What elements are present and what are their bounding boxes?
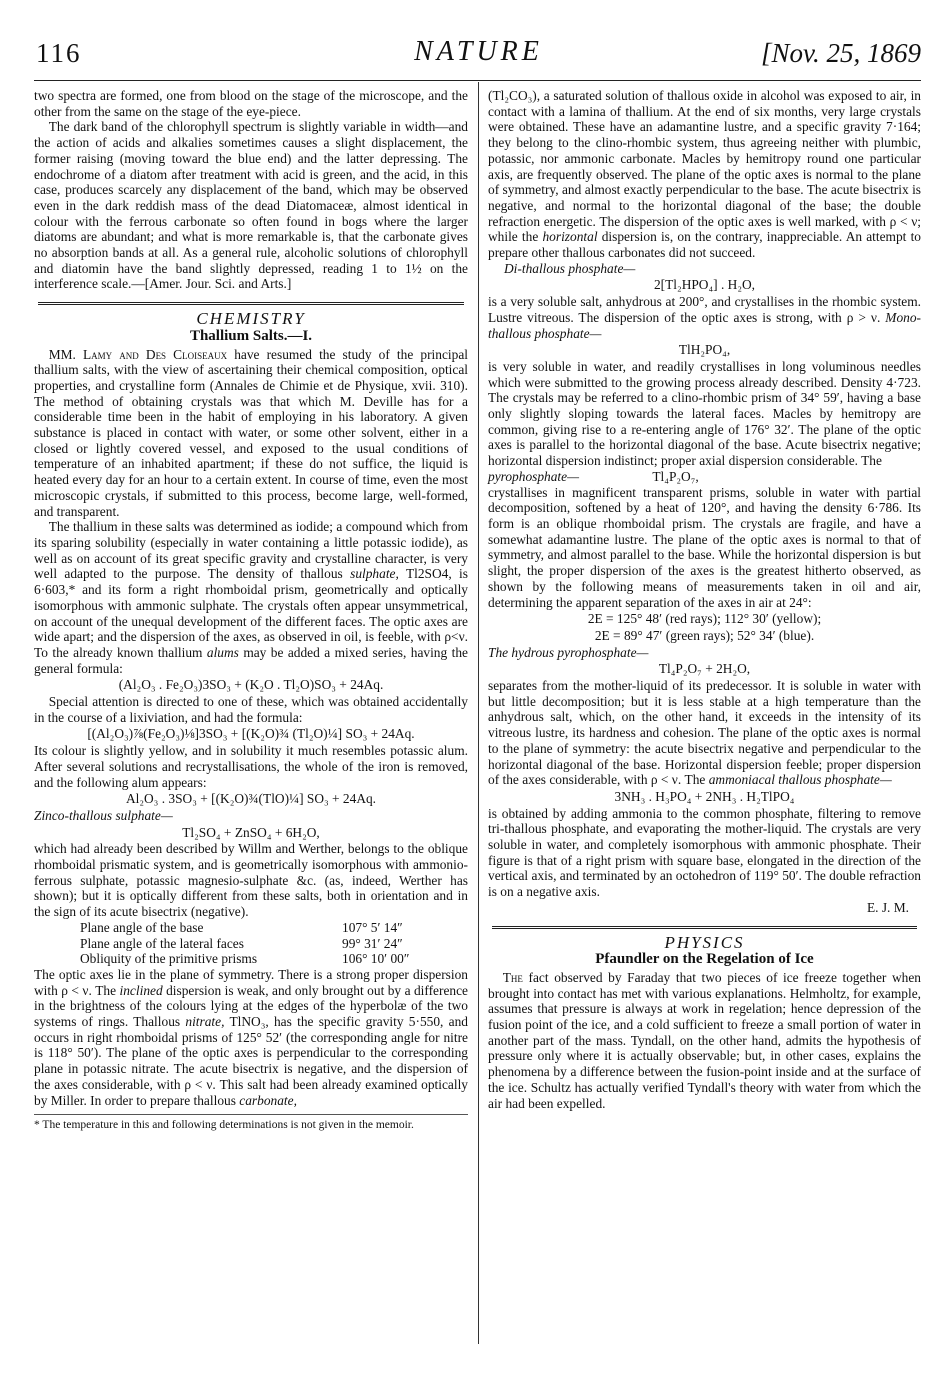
section-divider [38, 302, 464, 305]
paragraph: is obtained by adding ammonia to the common phosphate, filtering to remove tri-thallous phosphate, and evaporating the mother-liquid. The crystals are very soluble in water, and completely isomorphous with ammonic phosphate. Their figure is that of a right prism with square base, elongated in the direction of the vertical axis, and terminated by an octohedron of 119° 50′. The double refraction is on a negative axis. [488, 805, 921, 900]
formula: Tl₄P₂O₇, [652, 468, 699, 484]
paragraph: which had already been described by Willm and Werther, belongs to the oblique rhomboidal prismatic system, and is geometrically isomorphous with ammonio-ferrous sulphate, potassic magnesio-sulphate &c. (as, indeed, Werther has shown); but it is optically different from these salts, both in orientation and in the sign of its acute bisectrix (negative). [34, 841, 468, 920]
formula: Tl₄P₂O₇ + 2H₂O, [658, 661, 751, 677]
column-divider [478, 82, 479, 1344]
regelation-paragraph: The fact observed by Faraday that two pieces of ice freeze together when brought into contact has met with various explanations. Helmholtz, for example, assumes that pressure is always at work in regelation; hence depression of the fusion point of the ice, and a cold sufficient to freeze a small portion of water in another part of the mass. Tyndall, on the other hand, admits the hypothesis of pressure only where it is actually observable; but, in other cases, explains the phenomena by a difference between the fusion-point inside and at the surface of the ice. Schultz has actually verified Tyndall's theory with water from which the air had been expelled. [488, 969, 921, 1111]
article-title: Thallium Salts.—I. [189, 327, 313, 344]
paragraph: The optic axes lie in the plane of symmetry. There is a strong proper dispersion with ρ < ν. The inclined dispersion is weak, and only brought out by a difference in the brightness of the colours lying at the edges of the hyperbolæ of the two systems of rings. Thallous nitrate, TlNO₃, has the specific gravity 5·550, and occurs in right rhomboidal prisms of 125° 52′ (the corresponding angle for nitre is 118° 50′). The plane of the optic axes is perpendicular to the corresponding plane in potassic nitrate. The acute bisectrix is negative, and the dispersion of the axes considerable, with ρ < ν. This salt had been already examined optically by Miller. In order to prepare thallous carbonate, [34, 966, 468, 1108]
formula: (Al₂O₃ . Fe₂O₃)3SO₃ + (K₂O . Tl₂O)SO₃ + 24Aq. [118, 677, 384, 693]
formula: 2E = 89° 47′ (green rays); 52° 34′ (blue). [594, 627, 815, 643]
article-title: Pfaundler on the Regelation of Ice [595, 951, 814, 968]
formula: [(Al₂O₃)⅞(Fe₂O₃)⅛]3SO₃ + [(K₂O)¾ (Tl₂O)¼] SO₃ + 24Aq. [87, 726, 415, 742]
formula: 2[Tl₂HPO₄] . H₂O, [653, 277, 756, 293]
formula: Al₂O₃ . 3SO₃ + [(K₂O)¾(TlO)¼] SO₃ + 24Aq. [125, 791, 377, 807]
authors: MM. Lamy and Des Cloiseaux [48, 346, 228, 362]
angle-value: 106° 10′ 00″ [342, 951, 410, 967]
compound-label: Di-thallous phosphate— [504, 260, 636, 276]
left-column [34, 88, 468, 1132]
header-rule [34, 80, 921, 81]
paragraph: is very soluble in water, and readily crystallises in long voluminous needles which were submitted to the growing process already described. Density 4·723. The crystals may be referred to a clino-rhombic prism of 34° 59′, having a base only slightly sloping towards the lateral faces. Macles by hemitropy are common, giving rise to a re-entering angle of 176° 32′. The plane of the optic axes is parallel to the horizontal diagonal of the base. Acute bisectrix negative; horizontal dispersion indistinct; proper axial dispersion considerable. The [488, 358, 921, 469]
right-column [488, 88, 921, 1111]
page-header [36, 34, 921, 74]
formula: TlH₂PO₄, [678, 342, 731, 358]
compound-label: pyrophosphate— Tl₄P₂O₇, [488, 468, 699, 484]
compound-label: The hydrous pyrophosphate— [488, 644, 649, 660]
formula: 3NH₃ . H₃PO₄ + 2NH₃ . H₂TlPO₄ [614, 788, 795, 804]
angle-table [34, 920, 468, 967]
paragraph: Special attention is directed to one of these, which was obtained accidentally in the course of a lixiviation, and had the formula: [34, 694, 468, 725]
chlorophyll-paragraph: The dark band of the chlorophyll spectrum is slightly variable in width—and the action of acids and alkalies sometimes causes a slight displacement, the former raising (moving toward the blue end) and the latter depressing. The endochrome of a diatom after treatment with acid is green, and the acid, in this case, produces scarcely any displacement of the band, which may be observed even in the dark reddish mass of the dead Diatomaceæ, almost identical in colour with the ferrous carbonate so often found in bogs where the larger diatoms are abundant; and what is more remarkable is, that the carbonate gives no absorption bands at all. As a general rule, alcoholic solutions of chlorophyll and diatomin have the band slightly depressed, reading 1 to 1½ on the interference scale.—[Amer. Jour. Sci. and Arts.] [34, 119, 468, 292]
continued-paragraph: two spectra are formed, one from blood on the stage of the microscope, and the other from the same on the stage of the eye-piece. [34, 88, 468, 119]
formula: 2E = 125° 48′ (red rays); 112° 30′ (yellow); [587, 611, 822, 627]
paragraph: Its colour is slightly yellow, and in solubility it much resembles potassic alum. After several solutions and recrystallisations, the whole of the iron is removed, and the following alum appears: [34, 743, 468, 790]
issue-date: [Nov. 25, 1869 [761, 38, 921, 68]
journal-title: NATURE [414, 36, 543, 67]
iodide-paragraph: The thallium in these salts was determined as iodide; a compound which from its sparing solubility (especially in water containing a little potassic iodide), as well as on account of its great specific gravity and crystalline character, is very well adapted to the purpose. The density of thallous sulphate, Tl2SO4, is 6·603,* and its form a right rhomboidal prism, geometrically and optically isomorphous with ammonic sulphate. The crystals often appear unsymmetrical, on account of the unequal development of the different faces. The optic axes are wide apart; and the dispersion of the axes, as observed in oil, is feeble, with ρ<ν. To the already known thallium alums may be added a mixed series, having the general formula: [34, 519, 468, 676]
chemistry-section-title: CHEMISTRY [196, 309, 306, 329]
angle-value: 107° 5′ 14″ [342, 919, 403, 935]
page-number: 116 [36, 38, 82, 68]
paragraph: separates from the mother-liquid of its predecessor. It is soluble in water with but little decomposition; but it is less stable at a high temperature than the anhydrous salt, which, on the other hand, it exceeds in the intensity of its vitreous lustre, its hardness and cohesion. The plane of the optic axes is normal to the plane of symmetry: the acute bisectrix negative and perpendicular to the horizontal diagonal of the base. Horizontal dispersion feeble; proper dispersion of the axes considerable, with ρ < ν. The ammoniacal thallous phosphate— [488, 678, 921, 788]
intro-paragraph: MM. Lamy and Des Cloiseaux have resumed the study of the principal thallium salts, with the view of ascertaining their chemical composition, optical properties, and crystalline form (Annales de Chimie et de Physique, xvii. 310). The method of obtaining crystals was that which M. Deville has for a considerable time been in the habit of employing in his laboratory. A given substance is placed in contact with water, or some other solvent, either in a closed or lightly covered vessel, and exposed to the usual conditions of temperature of an inhabited apartment; if these do not suffice, the liquid is heated every day for an hour to a certain extent. In course of time, even the most microscopic crystals, if submitted to this process, become large, well-formed, and transparent. [34, 346, 468, 519]
paragraph: (Tl₂CO₃), a saturated solution of thallous oxide in alcohol was exposed to air, in contact with a lamina of thallium. At the end of six months, very large crystals were obtained. These have an adamantine lustre, and a specific gravity 7·164; they belong to the clino-rhombic system, thus agreeing neither with plumbic, potassic, nor ammonic carbonate. Macles by hemitropy round one particular axis, are frequently observed. The plane of the optic axes is normal to the plane of symmetry, and almost exactly perpendicular to the base. The acute bisectrix is negative, and normal to the horizontal diagonal of the base; the double refraction energetic. The dispersion of the optic axes is well marked, with ρ < ν; while the horizontal dispersion is, on the contrary, inappreciable. An attempt to prepare other thallous carbonates did not succeed. [488, 88, 921, 261]
angle-label: Plane angle of the base [80, 919, 204, 935]
angle-value: 99° 31′ 24″ [342, 935, 403, 951]
angle-label: Plane angle of the lateral faces [80, 935, 244, 951]
paragraph: is a very soluble salt, anhydrous at 200°, and crystallises in the rhombic system. Lustre vitreous. The dispersion of the optic axes is strong, with ρ > ν. Mono-thallous phosphate— [488, 294, 921, 341]
compound-label: Zinco-thallous sulphate— [34, 807, 173, 823]
signature: E. J. M. [866, 899, 909, 915]
angle-label: Obliquity of the primitive prisms [80, 951, 258, 967]
footnote: * The temperature in this and following determinations is not given in the memoir. [34, 1114, 468, 1132]
paragraph: crystallises in magnificent transparent prisms, soluble in water with partial decomposition, softened by a heat of 120°, and having the density 6·786. Its form is an oblique rhomboidal prism. The crystals are fragile, and have a somewhat adamantine lustre. The plane of the optic axes is normal to that of symmetry, and almost parallel to the base. While the horizontal dispersion is but slight, the proper dispersion of the axes is the greatest hitherto observed, as shown by the following means of measurements taken in oil and air, determining the apparent separation of the axes in air at 24°: [488, 484, 921, 610]
physics-section-title: PHYSICS [664, 932, 745, 952]
section-divider [492, 926, 917, 929]
formula: Tl₂SO₄ + ZnSO₄ + 6H₂O, [182, 824, 320, 840]
